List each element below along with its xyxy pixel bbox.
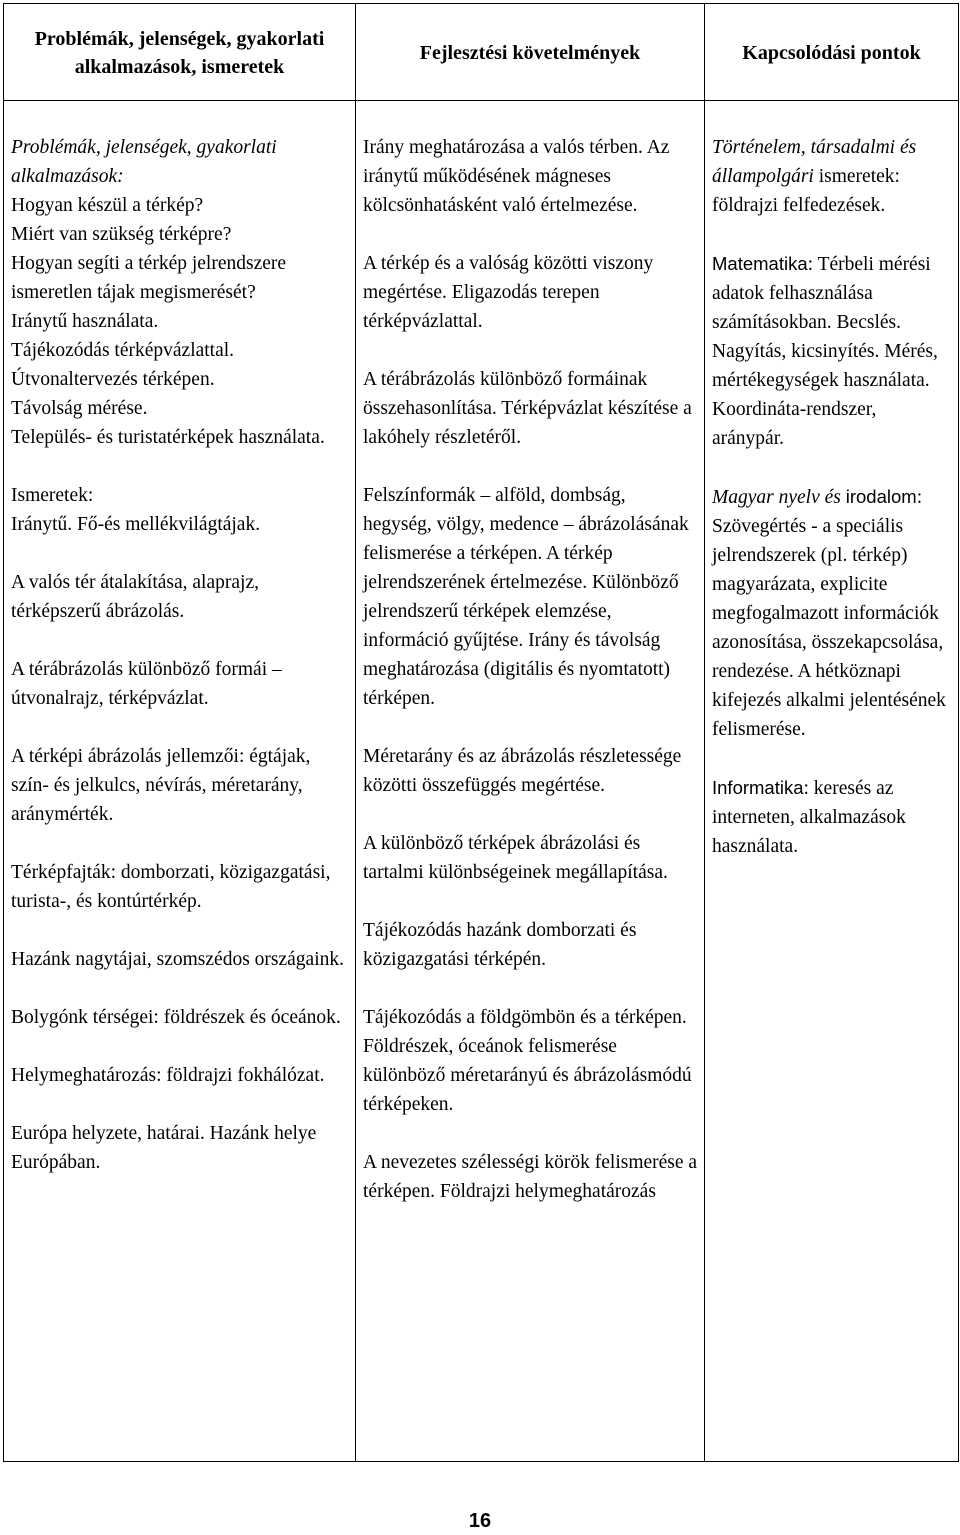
requirement-item: Tájékozódás a földgömbön és a térképen. Földrészek, óceánok felismerése különböző méretarányú és ábrázolásmódú térképeken. (363, 1007, 692, 1115)
spacer (11, 713, 349, 742)
spacer (11, 539, 349, 568)
knowledge-item: Bolygónk térségei: földrészek és óceánok. (11, 1007, 341, 1028)
intro-label: Problémák, jelenségek, gyakorlati alkalmazások: (11, 137, 277, 187)
spacer (712, 220, 952, 249)
spacer (11, 626, 349, 655)
requirement-item: A térábrázolás különböző formáinak összehasonlítása. Térképvázlat készítése a lakóhely részletéről. (363, 369, 692, 448)
question-item: Távolság mérése. (11, 398, 148, 419)
history-subject: Történelem, társadalmi és állampolgári (712, 137, 917, 187)
it-subject: Informatika (712, 777, 804, 798)
connections-cell (705, 101, 959, 1462)
math-subject: Matematika (712, 253, 808, 274)
knowledge-item: A térképi ábrázolás jellemzői: égtájak, szín- és jelkulcs, névírás, méretarány, aránymérték. (11, 746, 311, 825)
question-item: Tájékozódás térképvázlattal. (11, 340, 235, 361)
spacer (363, 887, 698, 916)
spacer (11, 1090, 349, 1119)
math-text: : Térbeli mérési adatok felhasználása számításokban. Becslés. Nagyítás, kicsinyítés. Mérés, mértékegységek használata. Koordináta-rendszer, aránypár. (712, 254, 938, 449)
requirements-cell (356, 101, 705, 1462)
problems-cell (4, 101, 356, 1462)
header-row (4, 4, 959, 101)
spacer (363, 452, 698, 481)
requirement-item: A nevezetes szélességi körök felismerése a térképen. Földrajzi helymeghatározás (363, 1152, 698, 1202)
it-text: : keresés az interneten, alkalmazások használata. (712, 778, 906, 857)
knowledge-label: Ismeretek: (11, 485, 94, 506)
question-item: Miért van szükség térképre? (11, 224, 232, 245)
spacer (11, 916, 349, 945)
spacer (363, 220, 698, 249)
knowledge-item: Térképfajták: domborzati, közigazgatási, turista-, és kontúrtérkép. (11, 862, 331, 912)
page-number: 16 (468, 1510, 492, 1532)
requirement-item: Felszínformák – alföld, dombság, hegység, völgy, medence – ábrázolásának felismerése a térképen. A térkép jelrendszerének értelmezése. Különböző jelrendszerű térképek elemzése, információ gyűjtése. Irány és távolság meghatározása (digitális és nyomtatott) térképen. (363, 485, 689, 709)
hungarian-text: : Szövegértés - a speciális jelrendszerek (pl. térkép) magyarázata, explicite megfogalmazott információk azonosítása, összekapcsolása, rendezése. A hétköznapi kifejezés alkalmi jelentésének felismerése. (712, 487, 946, 740)
content-row (4, 101, 959, 1462)
requirement-item: Méretarány és az ábrázolás részletessége közötti összefüggés megértése. (363, 746, 682, 796)
header-connections: Kapcsolódási pontok (705, 4, 959, 101)
requirement-item: A térkép és a valóság közötti viszony megértése. Eligazodás terepen térképvázlattal. (363, 253, 654, 332)
question-item: Útvonaltervezés térképen. (11, 369, 215, 390)
spacer (11, 829, 349, 858)
connection-history (712, 133, 952, 220)
connection-hungarian (712, 482, 952, 744)
spacer (712, 453, 952, 482)
hungarian-subject: Magyar nyelv és (712, 487, 841, 508)
hungarian-subject-2: irodalom (845, 486, 917, 507)
knowledge-item: Hazánk nagytájai, szomszédos országaink. (11, 949, 345, 970)
knowledge-item: A térábrázolás különböző formái – útvonalrajz, térképvázlat. (11, 659, 282, 709)
header-problems: Problémák, jelenségek, gyakorlati alkalmazások, ismeretek (4, 4, 356, 101)
question-item: Hogyan segíti a térkép jelrendszere ismeretlen tájak megismerését? (11, 253, 287, 303)
requirement-item: A különböző térképek ábrázolási és tartalmi különbségeinek megállapítása. (363, 833, 668, 883)
requirement-item: Tájékozódás hazánk domborzati és közigazgatási térképén. (363, 920, 637, 970)
spacer (363, 800, 698, 829)
spacer (363, 336, 698, 365)
question-item: Iránytű használata. (11, 311, 159, 332)
header-requirements: Fejlesztési követelmények (356, 4, 705, 101)
connection-informatics (712, 773, 952, 861)
knowledge-item: A valós tér átalakítása, alaprajz, térképszerű ábrázolás. (11, 572, 259, 622)
spacer (363, 974, 698, 1003)
spacer (363, 713, 698, 742)
knowledge-item: Európa helyzete, határai. Hazánk helye Európában. (11, 1123, 317, 1173)
question-item: Település- és turistatérképek használata. (11, 427, 325, 448)
spacer (11, 974, 349, 1003)
knowledge-item: Iránytű. Fő-és mellékvilágtájak. (11, 514, 261, 535)
spacer (11, 1032, 349, 1061)
requirement-item: Irány meghatározása a valós térben. Az iránytű működésének mágneses kölcsönhatásként való értelmezése. (363, 137, 670, 216)
curriculum-table (3, 3, 959, 1462)
history-text: ismeretek: földrajzi felfedezések. (712, 166, 900, 216)
question-item: Hogyan készül a térkép? (11, 195, 204, 216)
spacer (11, 452, 349, 481)
knowledge-item: Helymeghatározás: földrajzi fokhálózat. (11, 1065, 325, 1086)
connection-math (712, 249, 952, 453)
spacer (363, 1119, 698, 1148)
spacer (712, 744, 952, 773)
